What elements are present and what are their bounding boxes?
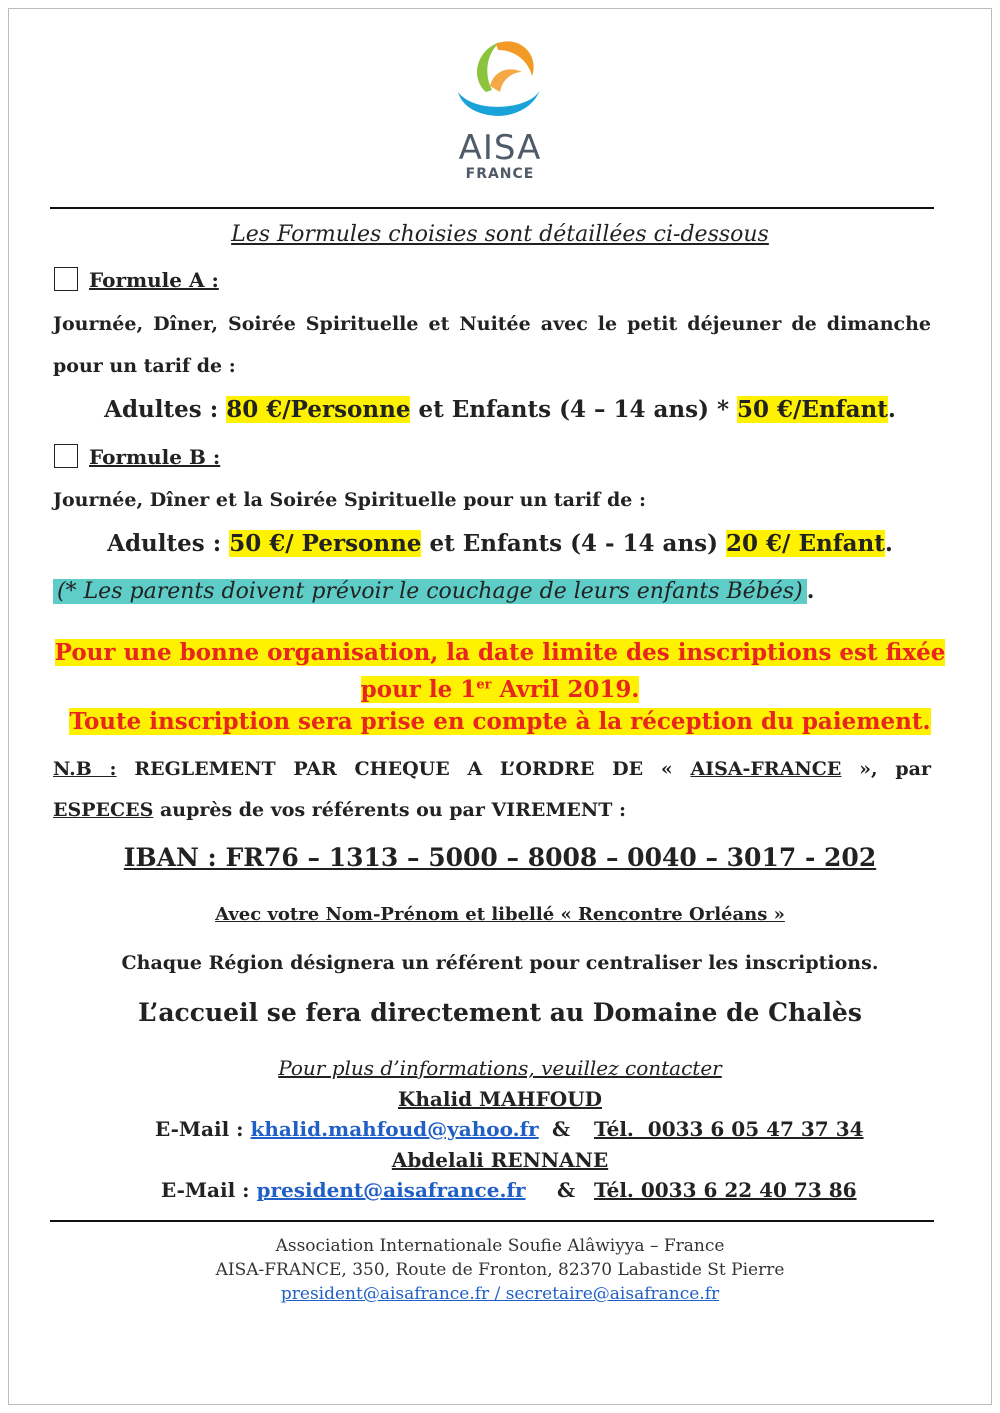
footer-line2: AISA-FRANCE, 350, Route de Fronton, 82370 Labastide St Pierre <box>215 1260 785 1280</box>
formule-a-price-prefix: Adultes : <box>104 396 219 423</box>
email-link-1[interactable]: khalid.mahfoud@yahoo.fr <box>250 1117 539 1141</box>
accueil-note: L’accueil se fera directement au Domaine de Chalès <box>138 998 862 1027</box>
formule-b-desc: Journée, Dîner et la Soirée Spirituelle pour un tarif de : <box>53 489 646 511</box>
deadline-line3: Toute inscription sera prise en compte à la réception du paiement. <box>69 707 931 735</box>
formule-a-label: Formule A : <box>89 268 219 292</box>
contact-intro: Pour plus d’informations, veuillez contacter <box>278 1056 722 1080</box>
footer-emails[interactable]: president@aisafrance.fr / secretaire@aisafrance.fr <box>280 1284 720 1304</box>
formule-b-label: Formule B : <box>89 445 221 469</box>
formule-a-price-child: 50 €/Enfant <box>737 396 888 423</box>
phone-1: Tél. 0033 6 05 47 37 34 <box>594 1117 864 1141</box>
children-note-end: . <box>806 578 815 604</box>
payment-especes: ESPECES <box>53 799 154 821</box>
deadline-block <box>0 637 1000 738</box>
formule-b-price <box>0 529 1000 559</box>
aisa-logo <box>440 30 560 140</box>
payment-line2 <box>53 797 626 823</box>
contact-row-1 <box>155 1116 539 1142</box>
formule-a-price-mid: et Enfants (4 – 14 ans) * <box>418 396 729 423</box>
deadline-line2-post: Avril 2019. <box>491 675 640 703</box>
payment-line1-text: REGLEMENT PAR CHEQUE A L’ORDRE DE « <box>134 758 673 780</box>
deadline-line2-pre: pour le 1 <box>360 675 477 703</box>
formule-a-price <box>0 395 1000 425</box>
formule-b-checkbox[interactable] <box>54 444 78 468</box>
logo-mark-icon <box>440 30 560 140</box>
payment-line1-end: », par <box>859 758 931 780</box>
top-divider <box>50 207 934 209</box>
phone-2: Tél. 0033 6 22 40 73 86 <box>594 1178 857 1202</box>
deadline-line2-sup: er <box>476 677 492 692</box>
deadline-line1: Pour une bonne organisation, la date limite des inscriptions est fixée <box>54 639 946 666</box>
contact-name-2: Abdelali RENNANE <box>391 1148 609 1172</box>
payment-line2-text: auprès de vos référents ou par VIREMENT : <box>159 799 627 821</box>
iban: IBAN : FR76 – 1313 – 5000 – 8008 – 0040 – 3017 - 202 <box>123 843 877 872</box>
formule-b-price-child: 20 €/ Enfant <box>726 530 885 557</box>
formule-b-price-end: . <box>884 530 893 557</box>
deadline-line2 <box>361 676 640 703</box>
contact-row-2 <box>161 1177 526 1203</box>
email-label-1: E-Mail : <box>155 1117 244 1141</box>
libelle: Avec votre Nom-Prénom et libellé « Rencontre Orléans » <box>215 904 785 925</box>
logo-name: AISA <box>458 128 542 168</box>
footer <box>0 1234 1000 1306</box>
formule-a-price-end: . <box>887 396 896 423</box>
email-label-2: E-Mail : <box>161 1178 250 1202</box>
children-note-text: (* Les parents doivent prévoir le couchage de leurs enfants Bébés) <box>53 579 807 604</box>
formule-a-desc-line1: Journée, Dîner, Soirée Spirituelle et Nuitée avec le petit déjeuner de dimanche <box>53 313 931 335</box>
payment-line1 <box>53 756 931 782</box>
email-link-2[interactable]: president@aisafrance.fr <box>256 1178 526 1202</box>
contact-name-1: Khalid MAHFOUD <box>398 1087 602 1111</box>
footer-line1: Association Internationale Soufie Alâwiyya – France <box>275 1236 725 1256</box>
contact-amp-1: & <box>552 1117 571 1141</box>
contact-amp-2: & <box>557 1178 576 1202</box>
children-note <box>53 576 814 607</box>
formule-b-price-mid: et Enfants (4 - 14 ans) <box>429 530 719 557</box>
formule-a-checkbox[interactable] <box>54 267 78 291</box>
formule-b-price-prefix: Adultes : <box>107 530 222 557</box>
payment-order-name: AISA-FRANCE <box>690 758 842 780</box>
bottom-divider <box>50 1220 934 1222</box>
page-heading: Les Formules choisies sont détaillées ci-dessous <box>231 222 769 247</box>
formule-a-desc-line2: pour un tarif de : <box>53 355 236 377</box>
formule-a-price-adult: 80 €/Personne <box>226 396 411 423</box>
payment-nb: N.B : <box>53 758 117 780</box>
formule-b-price-adult: 50 €/ Personne <box>229 530 422 557</box>
logo-subtitle: FRANCE <box>465 166 535 182</box>
region-note: Chaque Région désignera un référent pour centraliser les inscriptions. <box>121 952 879 974</box>
